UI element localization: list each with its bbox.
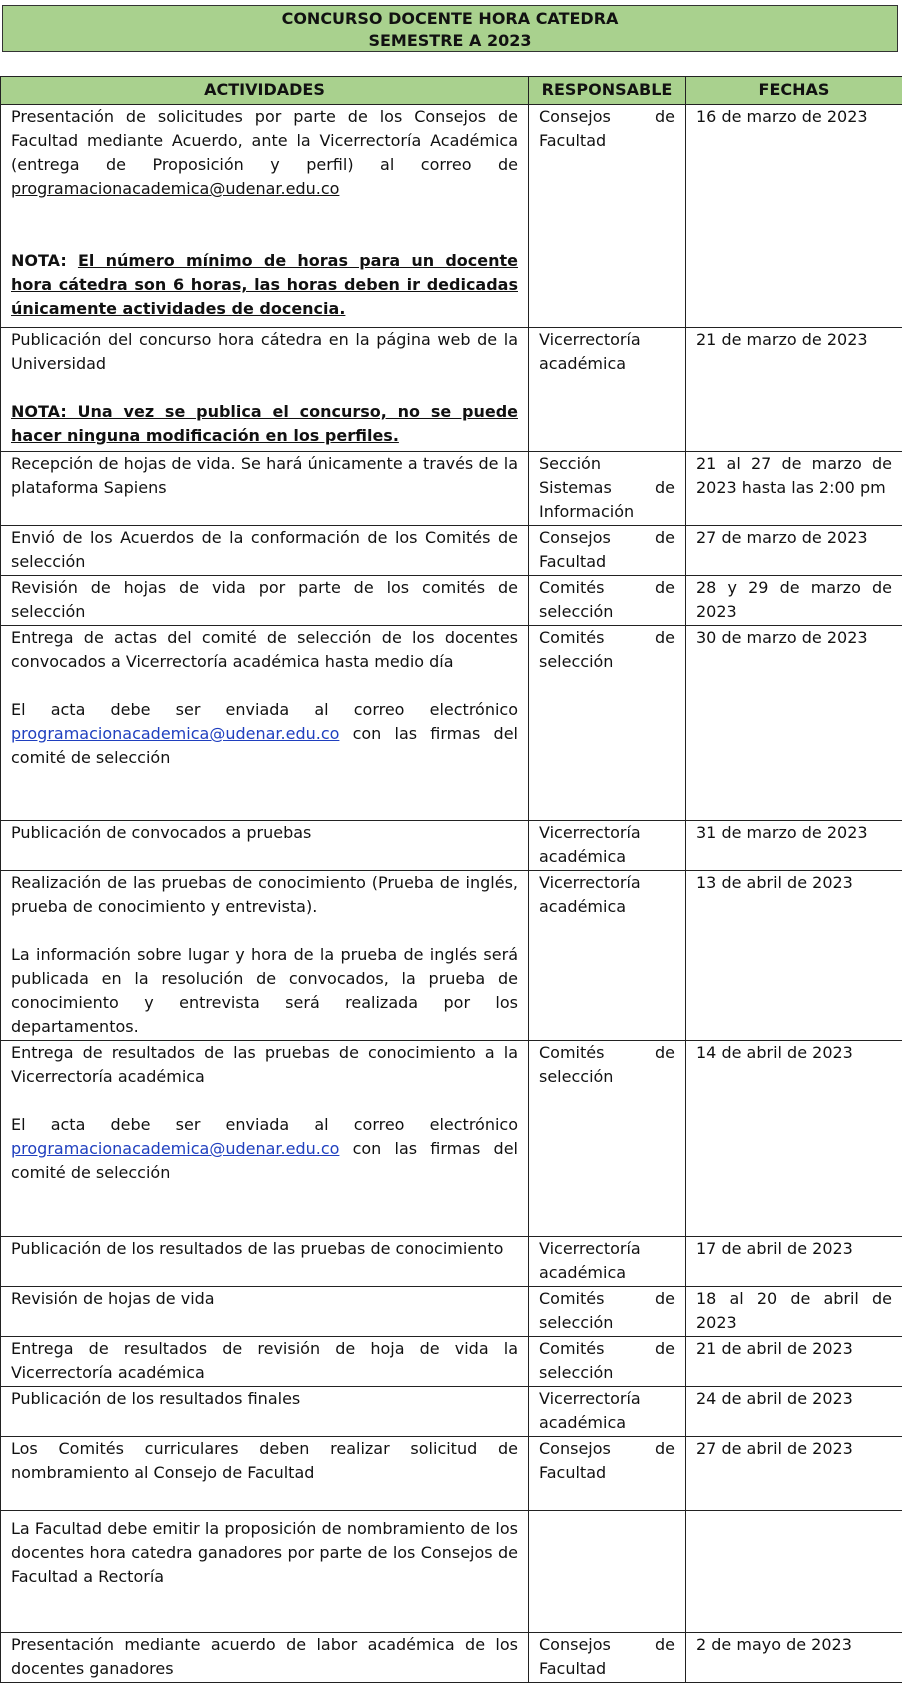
column-header-responsable: RESPONSABLE xyxy=(529,77,686,105)
table-row xyxy=(1,1337,902,1387)
table-row xyxy=(1,1387,902,1437)
responsable-cell: Vicerrectoría académica xyxy=(529,1387,686,1437)
activity-text: Revisión de hojas de vida por parte de los comités de selección xyxy=(11,578,518,621)
fecha-cell: 14 de abril de 2023 xyxy=(686,1041,902,1237)
activity-cell xyxy=(1,1337,529,1387)
table-row xyxy=(1,576,902,626)
table-row xyxy=(1,526,902,576)
activity-cell xyxy=(1,526,529,576)
email-link[interactable]: programacionacademica@udenar.edu.co xyxy=(11,724,340,743)
activity-note-part: con las firmas del comité de selección xyxy=(11,1139,518,1182)
fecha-cell xyxy=(686,1511,902,1633)
responsable-cell: Vicerrectoría académica xyxy=(529,1237,686,1287)
activity-cell xyxy=(1,1437,529,1511)
fecha-cell: 13 de abril de 2023 xyxy=(686,871,902,1041)
fecha-cell: 21 de abril de 2023 xyxy=(686,1337,902,1387)
nota-body: El número mínimo de horas para un docente hora cátedra son 6 horas, las horas deben ir dedicadas únicamente actividades de docencia. xyxy=(11,251,519,318)
activity-cell xyxy=(1,821,529,871)
table-row xyxy=(1,1633,902,1683)
activity-text: Entrega de actas del comité de selección de los docentes convocados a Vicerrectoría académica hasta medio día xyxy=(11,628,518,671)
schedule-table xyxy=(0,76,902,1683)
activity-text: Publicación de los resultados de las pruebas de conocimiento xyxy=(11,1239,504,1258)
table-row xyxy=(1,452,902,526)
responsable-cell: Comités de selección xyxy=(529,1337,686,1387)
activity-text: Presentación mediante acuerdo de labor académica de los docentes ganadores xyxy=(11,1635,518,1678)
responsable-cell: Consejos de Facultad xyxy=(529,526,686,576)
table-header-row xyxy=(1,77,902,105)
fecha-cell: 28 y 29 de marzo de 2023 xyxy=(686,576,902,626)
activity-cell xyxy=(1,576,529,626)
fecha-cell: 2 de mayo de 2023 xyxy=(686,1633,902,1683)
activity-note xyxy=(11,1113,518,1185)
responsable-cell xyxy=(529,1511,686,1633)
fecha-cell: 21 al 27 de marzo de 2023 hasta las 2:00 pm xyxy=(686,452,902,526)
activity-note-part: con las firmas del comité de selección xyxy=(11,724,518,767)
nota-label: NOTA xyxy=(11,251,61,270)
activity-text: Los Comités curriculares deben realizar solicitud de nombramiento al Consejo de Facultad xyxy=(11,1439,518,1482)
activity-text: Publicación del concurso hora cátedra en la página web de la Universidad xyxy=(11,330,518,373)
activity-text: Entrega de resultados de las pruebas de conocimiento a la Vicerrectoría académica xyxy=(11,1043,518,1086)
fecha-cell: 16 de marzo de 2023 xyxy=(686,105,902,328)
responsable-cell: Consejos de Facultad xyxy=(529,105,686,328)
table-row xyxy=(1,1041,902,1237)
activity-note xyxy=(11,698,518,770)
table-row xyxy=(1,1287,902,1337)
activity-text: Envió de los Acuerdos de la conformación de los Comités de selección xyxy=(11,528,518,571)
activity-cell xyxy=(1,626,529,821)
activity-cell xyxy=(1,105,529,328)
column-header-fechas: FECHAS xyxy=(686,77,902,105)
fecha-cell: 17 de abril de 2023 xyxy=(686,1237,902,1287)
responsable-cell: Comités de selección xyxy=(529,1287,686,1337)
activity-text xyxy=(11,105,518,201)
activity-text: Entrega de resultados de revisión de hoja de vida la Vicerrectoría académica xyxy=(11,1339,518,1382)
responsable-cell: Vicerrectoría académica xyxy=(529,871,686,1041)
activity-cell xyxy=(1,1387,529,1437)
document-title: CONCURSO DOCENTE HORA CATEDRA xyxy=(281,9,619,28)
activity-cell xyxy=(1,1041,529,1237)
table-row xyxy=(1,1437,902,1511)
email-link[interactable]: programacionacademica@udenar.edu.co xyxy=(11,179,340,198)
activity-note: La información sobre lugar y hora de la prueba de inglés será publicada en la resolución de convocados, la prueba de conocimiento y entrevista será realizada por los departamentos. xyxy=(11,945,518,1036)
responsable-cell: Comités de selección xyxy=(529,1041,686,1237)
email-link[interactable]: programacionacademica@udenar.edu.co xyxy=(11,1139,340,1158)
fecha-cell: 31 de marzo de 2023 xyxy=(686,821,902,871)
activity-cell xyxy=(1,328,529,452)
fecha-cell: 21 de marzo de 2023 xyxy=(686,328,902,452)
activity-text: Recepción de hojas de vida. Se hará únicamente a través de la plataforma Sapiens xyxy=(11,454,518,497)
responsable-cell: Comités de selección xyxy=(529,576,686,626)
fecha-cell: 27 de marzo de 2023 xyxy=(686,526,902,576)
fecha-cell: 27 de abril de 2023 xyxy=(686,1437,902,1511)
activity-note-part: El acta debe ser enviada al correo electrónico xyxy=(11,700,518,719)
table-row xyxy=(1,105,902,328)
activity-cell xyxy=(1,1237,529,1287)
activity-note-part: El acta debe ser enviada al correo electrónico xyxy=(11,1115,518,1134)
activity-cell xyxy=(1,1511,529,1633)
activity-text: Revisión de hojas de vida xyxy=(11,1289,215,1308)
column-header-actividades: ACTIVIDADES xyxy=(1,77,529,105)
fecha-cell: 30 de marzo de 2023 xyxy=(686,626,902,821)
responsable-cell: Consejos de Facultad xyxy=(529,1437,686,1511)
fecha-cell: 18 al 20 de abril de 2023 xyxy=(686,1287,902,1337)
table-row xyxy=(1,1511,902,1633)
activity-cell xyxy=(1,1287,529,1337)
table-row xyxy=(1,626,902,821)
activity-cell xyxy=(1,1633,529,1683)
nota-text: NOTA: Una vez se publica el concurso, no se puede hacer ninguna modificación en los perfiles. xyxy=(11,402,518,445)
nota-text: NOTA: El número mínimo de horas para un docente hora cátedra son 6 horas, las horas deben ir dedicadas únicamente actividades de docencia. xyxy=(11,251,519,318)
responsable-cell: Consejos de Facultad xyxy=(529,1633,686,1683)
activity-cell xyxy=(1,871,529,1041)
activity-text-part: Presentación de solicitudes por parte de los Consejos de Facultad mediante Acuerdo, ante la Vicerrectoría Académica (entrega de Proposición y perfil) al correo de xyxy=(11,107,518,174)
responsable-cell: Comités de selección xyxy=(529,626,686,821)
responsable-cell: Sección Sistemas de Información xyxy=(529,452,686,526)
activity-text: La Facultad debe emitir la proposición de nombramiento de los docentes hora catedra ganadores por parte de los Consejos de Facultad a Rectoría xyxy=(11,1519,518,1586)
responsable-cell: Vicerrectoría académica xyxy=(529,328,686,452)
table-row xyxy=(1,871,902,1041)
table-row xyxy=(1,821,902,871)
activity-text: Publicación de los resultados finales xyxy=(11,1389,301,1408)
activity-text: Publicación de convocados a pruebas xyxy=(11,823,312,842)
activity-text: Realización de las pruebas de conocimiento (Prueba de inglés, prueba de conocimiento y entrevista). xyxy=(11,873,518,916)
document-title-banner xyxy=(2,5,898,52)
document-subtitle: SEMESTRE A 2023 xyxy=(368,31,532,50)
activity-cell xyxy=(1,452,529,526)
fecha-cell: 24 de abril de 2023 xyxy=(686,1387,902,1437)
table-row xyxy=(1,328,902,452)
table-row xyxy=(1,1237,902,1287)
responsable-cell: Vicerrectoría académica xyxy=(529,821,686,871)
